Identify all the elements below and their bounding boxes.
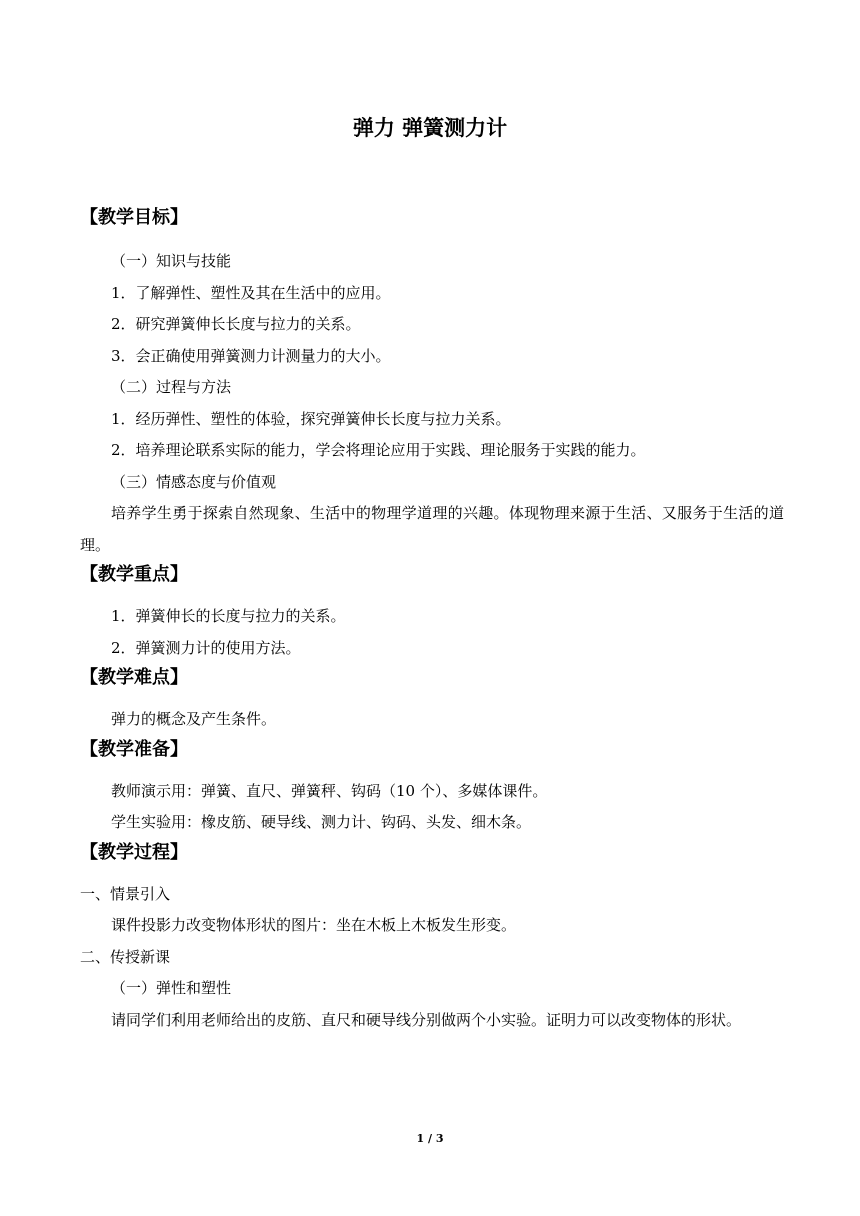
process-section-2-text: 请同学们利用老师给出的皮筋、直尺和硬导线分别做两个小实验。证明力可以改变物体的形状。 — [111, 1010, 742, 1029]
objectives-knowledge-2: 2．研究弹簧伸长长度与拉力的关系。 — [111, 315, 361, 333]
document-title: 弹力 弹簧测力计 — [352, 116, 508, 140]
heading-objectives: 【教学目标】 — [80, 207, 188, 228]
objectives-process-2: 2．培养理论联系实际的能力，学会将理论应用于实践、理论服务于实践的能力。 — [111, 441, 646, 459]
key-point-1: 1．弹簧伸长的长度与拉力的关系。 — [111, 607, 346, 625]
process-section-1-text: 课件投影力改变物体形状的图片：坐在木板上木板发生形变。 — [111, 916, 517, 934]
key-point-2: 2．弹簧测力计的使用方法。 — [111, 638, 301, 657]
heading-key-points: 【教学重点】 — [80, 564, 188, 585]
process-section-1: 一、情景引入 — [80, 884, 171, 903]
preparation-teacher: 教师演示用：弹簧、直尺、弹簧秤、钩码（10 个）、多媒体课件。 — [111, 781, 548, 800]
objectives-knowledge-3: 3．会正确使用弹簧测力计测量力的大小。 — [111, 346, 391, 365]
heading-preparation: 【教学准备】 — [80, 738, 188, 760]
objectives-sub-process: （二）过程与方法 — [111, 378, 232, 396]
page-number: 1 / 3 — [416, 1132, 444, 1145]
objectives-emotion-paragraph: 培养学生勇于探索自然现象、生活中的物理学道理的兴趣。体现物理来源于生活、又服务于生活的道理。 — [80, 504, 784, 554]
objectives-sub-knowledge: （一）知识与技能 — [111, 252, 232, 270]
heading-difficulties: 【教学难点】 — [80, 667, 188, 688]
objectives-knowledge-1: 1．了解弹性、塑性及其在生活中的应用。 — [111, 283, 391, 302]
process-section-2-sub: （一）弹性和塑性 — [111, 979, 232, 997]
difficulty-1: 弹力的概念及产生条件。 — [111, 710, 277, 728]
objectives-process-1: 1．经历弹性、塑性的体验，探究弹簧伸长长度与拉力关系。 — [111, 409, 511, 428]
heading-process: 【教学过程】 — [80, 841, 188, 863]
process-section-2: 二、传授新课 — [80, 947, 171, 966]
document-body — [80, 204, 784, 1036]
preparation-student: 学生实验用：橡皮筋、硬导线、测力计、钩码、头发、细木条。 — [111, 813, 532, 831]
objectives-sub-emotion: （三）情感态度与价值观 — [111, 472, 277, 491]
